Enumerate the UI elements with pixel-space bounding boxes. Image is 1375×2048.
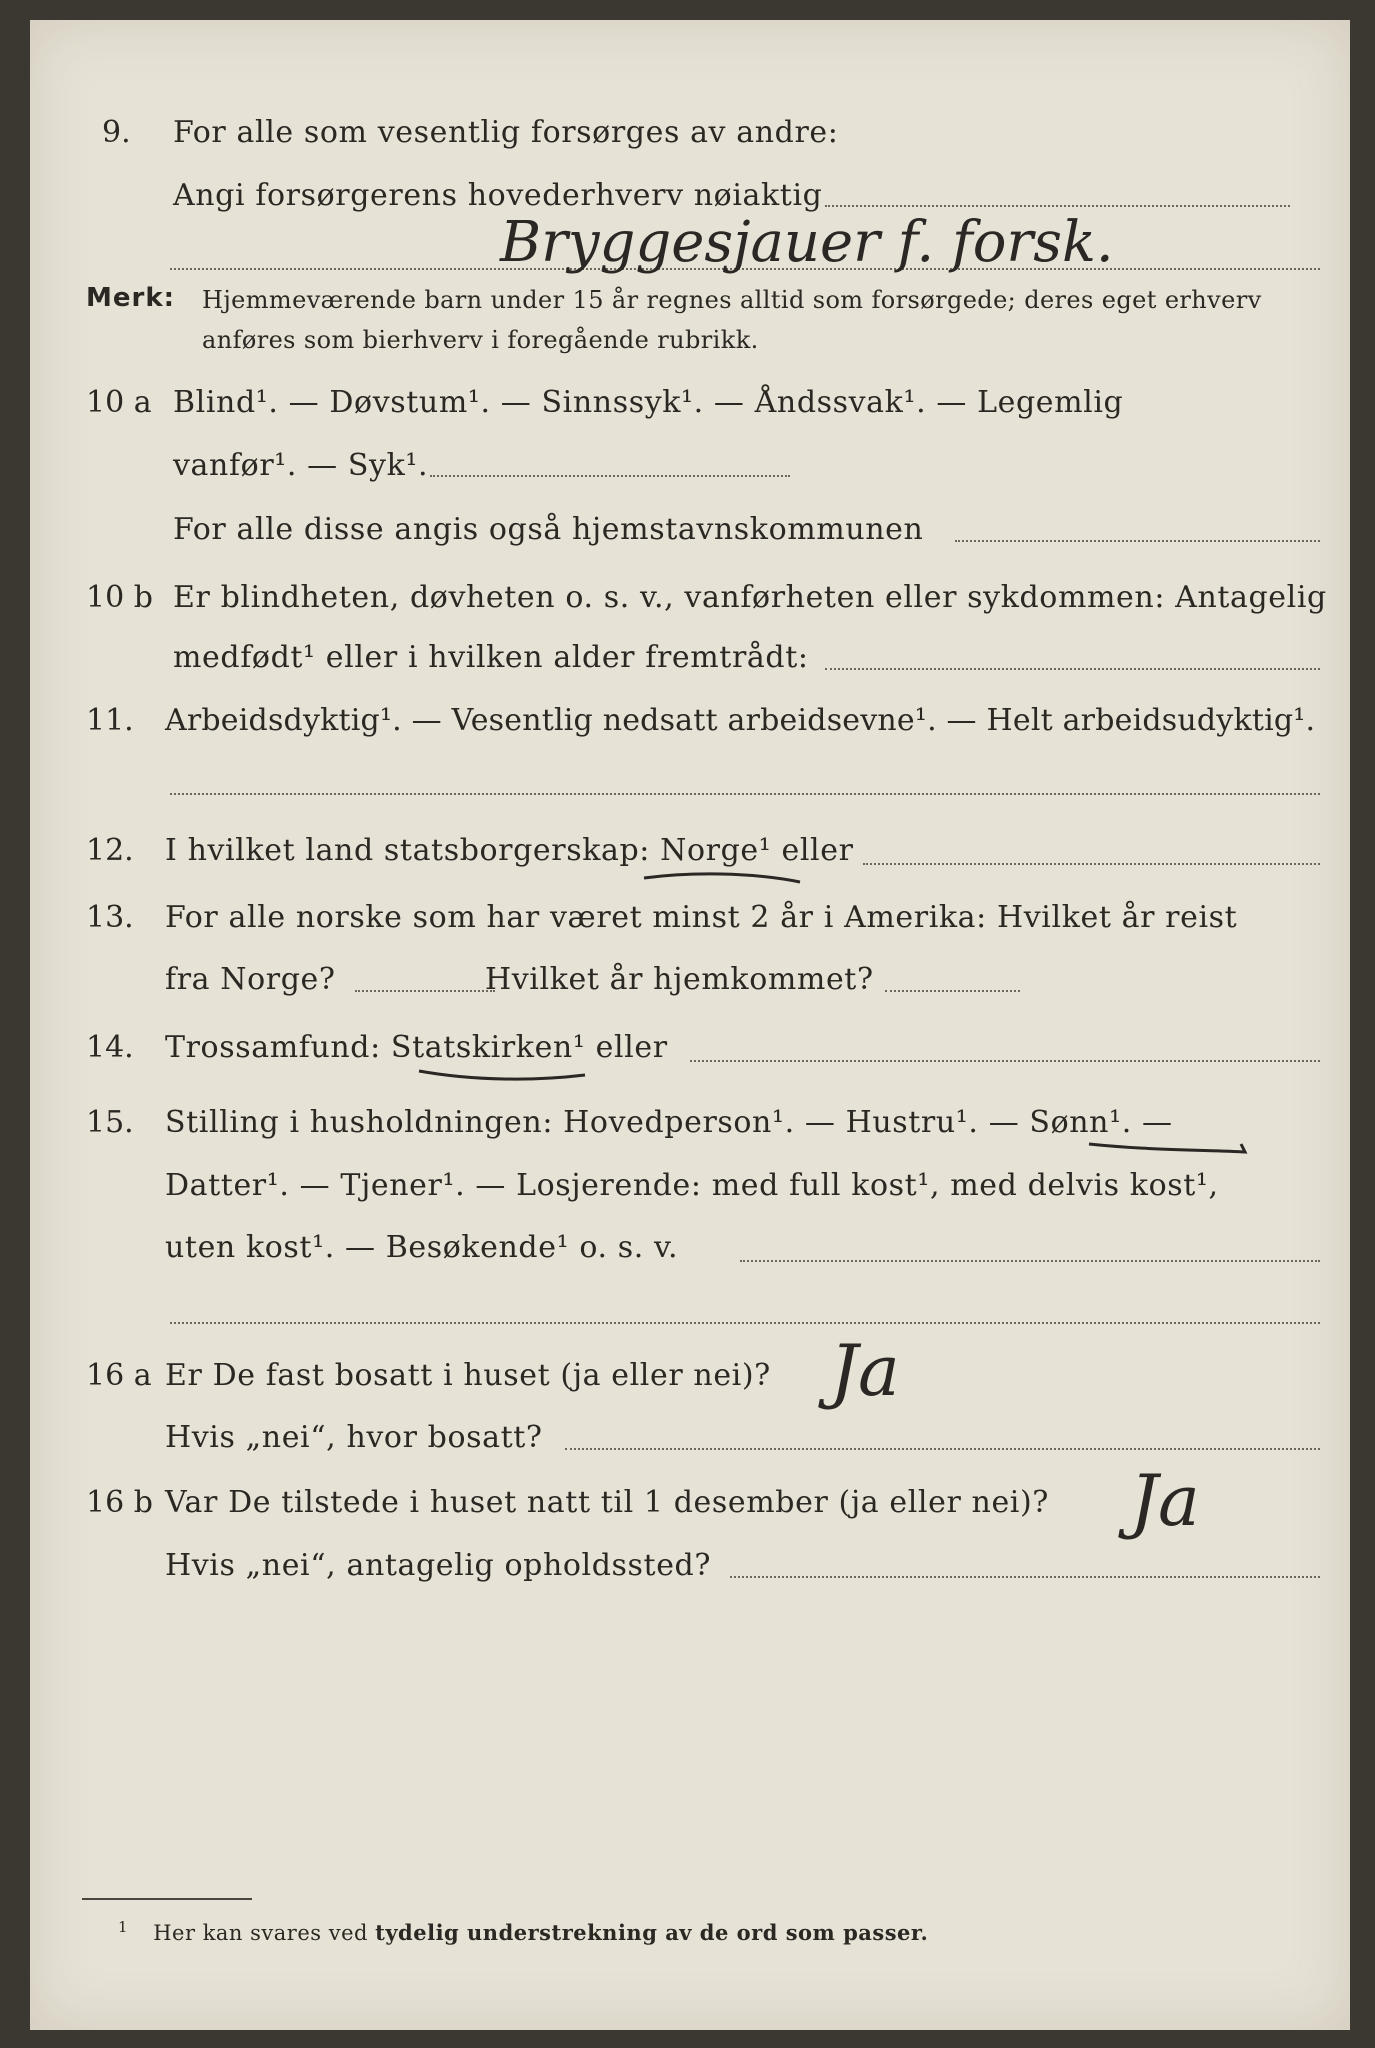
q16a-line2: Hvis „nei“, hvor bosatt? (165, 1420, 543, 1455)
q13-line2a: fra Norge? (165, 962, 336, 997)
q10a-line3: For alle disse angis også hjemstavnskommunen (173, 512, 924, 547)
q15-sonn-underline (1085, 1138, 1255, 1160)
q10b-answer-line (825, 668, 1320, 670)
q15-answer-line-2 (170, 1322, 1320, 1324)
q12-norge-underline (640, 868, 805, 888)
q9-answer-line-1 (825, 205, 1290, 207)
q16a-number: 16 a (86, 1358, 152, 1393)
q14-statskirken-underline (415, 1065, 590, 1085)
q11-number: 11. (86, 703, 134, 738)
census-form-page (30, 20, 1350, 2030)
q16b-line1: Var De tilstede i huset natt til 1 desember (ja eller nei)? (165, 1485, 1049, 1520)
q10b-line1: Er blindheten, døvheten o. s. v., vanførheten eller sykdommen: Antagelig (173, 580, 1327, 615)
q16a-answer-line (565, 1448, 1320, 1450)
q14-line1: Trossamfund: Statskirken¹ eller (165, 1030, 668, 1065)
q16b-answer-line (730, 1576, 1320, 1578)
q14-number: 14. (86, 1030, 134, 1065)
q15-line1: Stilling i husholdningen: Hovedperson¹. — Hustru¹. — Sønn¹. — (165, 1105, 1173, 1140)
q12-line1: I hvilket land statsborgerskap: Norge¹ eller (165, 833, 854, 868)
footnote-rule (82, 1898, 252, 1900)
merk-label: Merk: (86, 283, 176, 313)
q13-line1: For alle norske som har været minst 2 år i Amerika: Hvilket år reist (165, 900, 1238, 935)
q15-line2: Datter¹. — Tjener¹. — Losjerende: med full kost¹, med delvis kost¹, (165, 1168, 1219, 1203)
merk-line1: Hjemmeværende barn under 15 år regnes alltid som forsørgede; deres eget erhverv (202, 286, 1262, 314)
footnote-text-bold: tydelig understrekning av de ord som passer. (375, 1920, 929, 1945)
q10b-line2: medfødt¹ eller i hvilken alder fremtrådt: (173, 640, 809, 675)
q12-number: 12. (86, 833, 134, 868)
q13-year-left-line (355, 990, 495, 992)
q13-number: 13. (86, 900, 134, 935)
q9-handwritten-answer: Bryggesjauer f. forsk. (500, 210, 1114, 275)
q10b-number: 10 b (86, 580, 153, 615)
merk-line2: anføres som bierhverv i foregående rubrikk. (202, 326, 759, 354)
q10a-answer-line-1 (430, 475, 790, 477)
q13-year-return-line (885, 990, 1020, 992)
q10a-line2: vanfør¹. — Syk¹. (173, 448, 429, 483)
q14-answer-line (690, 1060, 1320, 1062)
q10a-number: 10 a (86, 385, 152, 420)
footnote-text-plain: Her kan svares ved (153, 1921, 368, 1945)
footnote-mark: 1 (118, 1918, 129, 1936)
q11-line1: Arbeidsdyktig¹. — Vesentlig nedsatt arbeidsevne¹. — Helt arbeidsudyktig¹. (165, 703, 1316, 738)
q9-line2: Angi forsørgerens hovederhverv nøiaktig (173, 178, 823, 213)
q15-answer-line-1 (740, 1260, 1320, 1262)
q16b-line2: Hvis „nei“, antagelig opholdssted? (165, 1548, 712, 1583)
q9-line1: For alle som vesentlig forsørges av andre: (173, 115, 839, 150)
q16a-line1: Er De fast bosatt i huset (ja eller nei)? (165, 1358, 771, 1393)
q16b-number: 16 b (86, 1485, 153, 1520)
q15-number: 15. (86, 1105, 134, 1140)
q15-line3: uten kost¹. — Besøkende¹ o. s. v. (165, 1230, 679, 1265)
q16a-handwritten-answer: Ja (830, 1330, 900, 1412)
q11-answer-line (170, 793, 1320, 795)
q13-line2b: Hvilket år hjemkommet? (485, 962, 874, 997)
q12-answer-line (863, 863, 1320, 865)
q9-number: 9. (102, 115, 131, 150)
footnote (118, 1918, 928, 1945)
q10a-line1: Blind¹. — Døvstum¹. — Sinnssyk¹. — Åndssvak¹. — Legemlig (173, 385, 1124, 420)
q10a-answer-line-2 (955, 540, 1320, 542)
q16b-handwritten-answer: Ja (1130, 1460, 1200, 1542)
